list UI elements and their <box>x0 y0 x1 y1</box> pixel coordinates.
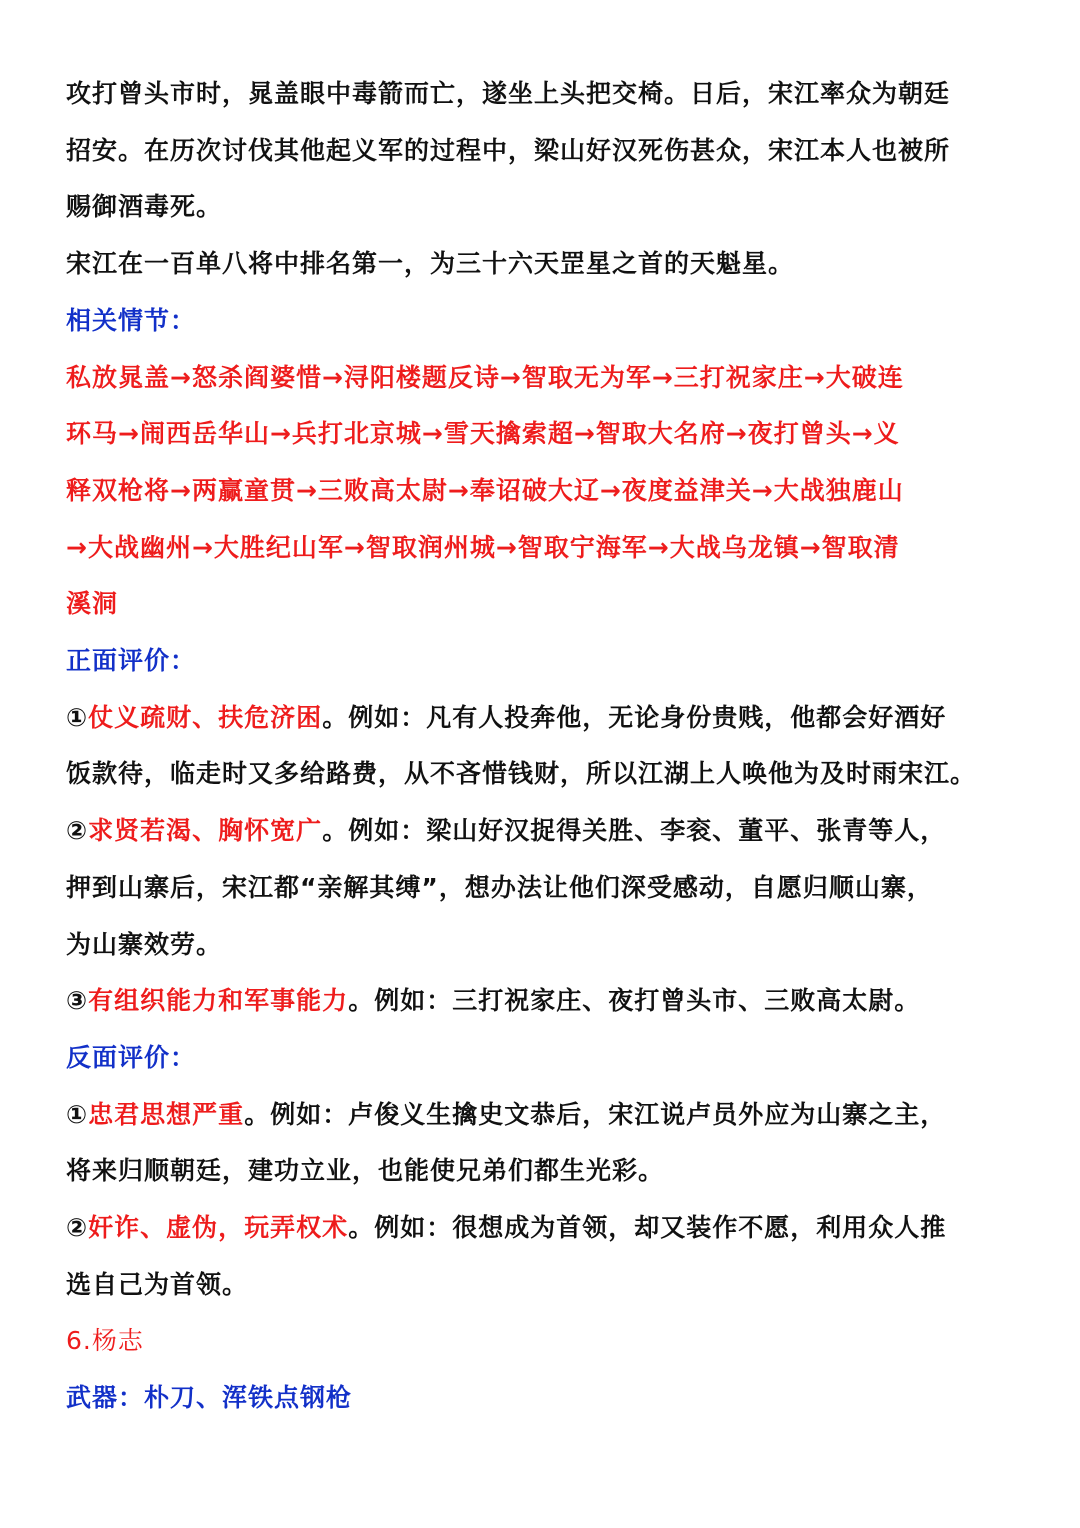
negative-item-1-text: 。例如：卢俊义生擒史文恭后，宋江说卢员外应为山寨之主， <box>244 1099 947 1129</box>
negative-item-2-number: ② <box>66 1213 89 1243</box>
intro-line-1: 攻打曾头市时，晁盖眼中毒箭而亡，遂坐上头把交椅。日后，宋江率众为朝廷 <box>66 79 951 108</box>
plot-line-1: 私放晁盖→怒杀阎婆惜→浔阳楼题反诗→智取无为军→三打祝家庄→大破连 <box>66 362 904 392</box>
positive-item-3-number: ③ <box>66 986 89 1016</box>
negative-item-1-key: 忠君思想严重 <box>88 1099 245 1129</box>
negative-item-2-line-2: 选自己为首领。 <box>66 1269 249 1299</box>
positive-item-2-key: 求贤若渴、胸怀宽广 <box>88 816 323 846</box>
positive-item-1-number: ① <box>66 702 89 732</box>
positive-item-3-key: 有组织能力和军事能力 <box>88 986 349 1016</box>
plot-line-5: 溪洞 <box>66 589 119 619</box>
positive-item-2-line-3: 为山寨效劳。 <box>66 929 223 959</box>
negative-heading: 反面评价： <box>66 1042 197 1072</box>
ranking-line: 宋江在一百单八将中排名第一，为三十六天罡星之首的天魁星。 <box>66 249 795 279</box>
negative-item-1-line-1 <box>66 1087 1016 1144</box>
negative-item-2-line-1 <box>66 1200 1016 1257</box>
intro-line-3: 赐御酒毒死。 <box>66 192 223 222</box>
positive-item-1-line-1 <box>66 690 1016 747</box>
negative-item-2-key: 奸诈、虚伪，玩弄权术 <box>88 1213 349 1243</box>
positive-item-1-line-2: 饭款待，临走时又多给路费，从不吝惜钱财，所以江湖上人唤他为及时雨宋江。 <box>66 759 977 789</box>
positive-item-3-text: 。例如：三打祝家庄、夜打曾头市、三败高太尉。 <box>348 986 921 1016</box>
weapon-value: 朴刀、浑铁点钢枪 <box>144 1383 353 1413</box>
character-heading: 6.杨志 <box>66 1326 144 1356</box>
positive-item-1-text: 。例如：凡有人投奔他，无论身份贵贱，他都会好酒好 <box>322 702 947 732</box>
plot-line-3: 释双枪将→两赢童贯→三败高太尉→奉诏破大辽→夜度益津关→大战独鹿山 <box>66 475 904 505</box>
plot-line-2: 环马→闹西岳华山→兵打北京城→雪天擒索超→智取大名府→夜打曾头→义 <box>66 419 900 449</box>
plot-line-4: →大战幽州→大胜纪山军→智取润州城→智取宁海军→大战乌龙镇→智取清 <box>66 532 900 562</box>
positive-item-3-line-1 <box>66 973 1016 1030</box>
negative-item-2-text: 。例如：很想成为首领，却又装作不愿，利用众人推 <box>348 1213 947 1243</box>
positive-item-2-text: 。例如：梁山好汉捉得关胜、李衮、董平、张青等人， <box>322 816 947 846</box>
positive-item-2-line-1 <box>66 803 1016 860</box>
document-page <box>66 66 1016 1427</box>
positive-item-2-number: ② <box>66 816 89 846</box>
weapon-line <box>66 1370 1016 1427</box>
positive-heading: 正面评价： <box>66 646 197 676</box>
intro-line-2: 招安。在历次讨伐其他起义军的过程中，梁山好汉死伤甚众，宋江本人也被所 <box>66 135 951 165</box>
negative-item-1-number: ① <box>66 1099 89 1129</box>
negative-item-1-line-2: 将来归顺朝廷，建功立业，也能使兄弟们都生光彩。 <box>66 1156 665 1186</box>
positive-item-1-key: 仗义疏财、扶危济困 <box>88 702 323 732</box>
plot-heading: 相关情节： <box>66 305 197 335</box>
weapon-label: 武器： <box>66 1383 145 1413</box>
positive-item-2-line-2: 押到山寨后，宋江都“亲解其缚”，想办法让他们深受感动，自愿归顺山寨， <box>66 872 933 902</box>
